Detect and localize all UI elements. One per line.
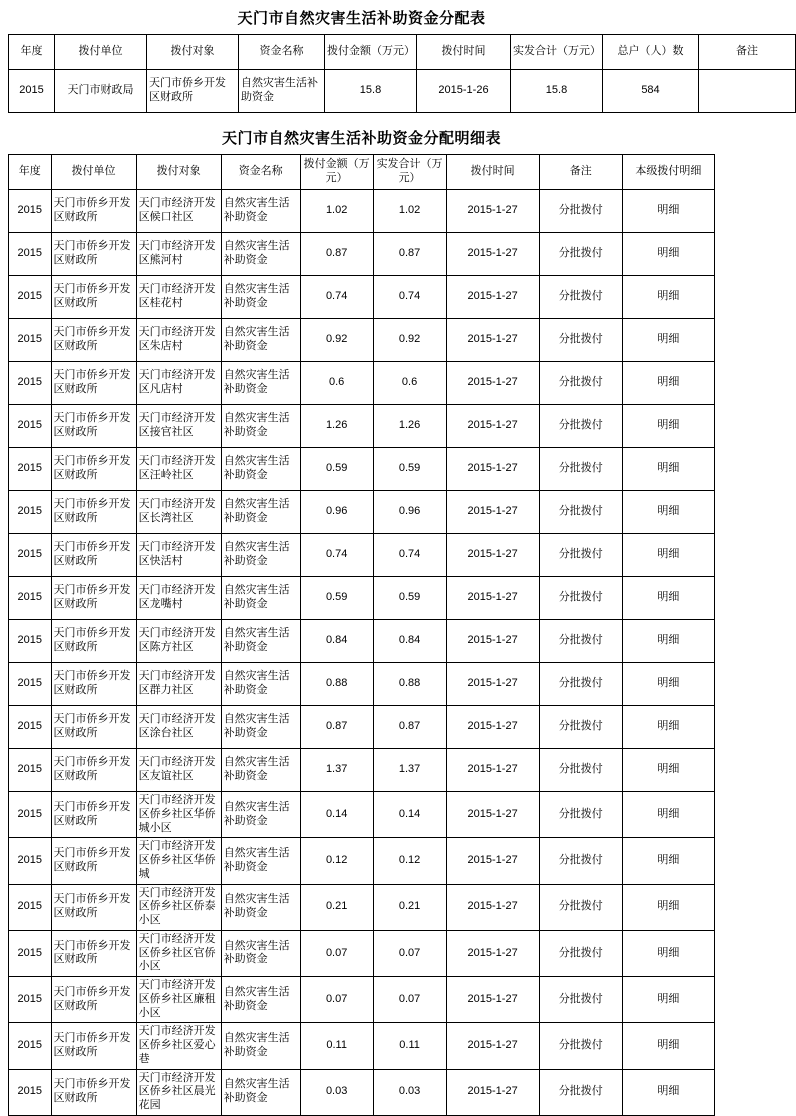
table-row [9, 1023, 715, 1069]
cell-total: 0.6 [373, 362, 446, 405]
cell-note: 分批拨付 [539, 620, 622, 663]
cell-date: 2015-1-27 [446, 276, 539, 319]
cell-amount: 0.03 [300, 1069, 373, 1115]
cell-unit: 天门市侨乡开发区财政所 [51, 190, 136, 233]
cell-total: 0.07 [373, 977, 446, 1023]
cell-year: 2015 [9, 749, 52, 792]
cell-local-detail[interactable]: 明细 [622, 930, 714, 976]
cell-unit: 天门市侨乡开发区财政所 [51, 1023, 136, 1069]
cell-fund: 自然灾害生活补助资金 [221, 620, 300, 663]
cell-amount: 0.07 [300, 930, 373, 976]
cell-unit: 天门市侨乡开发区财政所 [51, 276, 136, 319]
cell-note: 分批拨付 [539, 405, 622, 448]
cell-local-detail[interactable]: 明细 [622, 276, 714, 319]
cell-local-detail[interactable]: 明细 [622, 448, 714, 491]
cell-total: 0.92 [373, 319, 446, 362]
cell-fund: 自然灾害生活补助资金 [221, 448, 300, 491]
cell-year: 2015 [9, 70, 55, 113]
detail-table [8, 154, 715, 1116]
cell-year: 2015 [9, 319, 52, 362]
cell-total: 0.74 [373, 534, 446, 577]
cell-local-detail[interactable]: 明细 [622, 977, 714, 1023]
table-row [9, 362, 715, 405]
cell-target: 天门市经济开发区桂花村 [136, 276, 221, 319]
cell-fund: 自然灾害生活补助资金 [221, 1023, 300, 1069]
cell-date: 2015-1-27 [446, 977, 539, 1023]
cell-year: 2015 [9, 491, 52, 534]
cell-note: 分批拨付 [539, 319, 622, 362]
cell-total: 0.21 [373, 884, 446, 930]
header-fund: 资金名称 [239, 35, 325, 70]
table-row [9, 534, 715, 577]
cell-fund: 自然灾害生活补助资金 [221, 930, 300, 976]
cell-date: 2015-1-27 [446, 884, 539, 930]
cell-fund: 自然灾害生活补助资金 [221, 534, 300, 577]
summary-table-head [9, 35, 796, 70]
table-row [9, 749, 715, 792]
cell-date: 2015-1-27 [446, 319, 539, 362]
cell-local-detail[interactable]: 明细 [622, 577, 714, 620]
cell-amount: 0.07 [300, 977, 373, 1023]
cell-target: 天门市经济开发区快活村 [136, 534, 221, 577]
cell-local-detail[interactable]: 明细 [622, 362, 714, 405]
cell-total: 0.96 [373, 491, 446, 534]
cell-target: 天门市经济开发区侨乡社区侨泰小区 [136, 884, 221, 930]
cell-fund: 自然灾害生活补助资金 [221, 1069, 300, 1115]
table-header-row [9, 35, 796, 70]
cell-note: 分批拨付 [539, 233, 622, 276]
summary-table [8, 34, 796, 113]
cell-target: 天门市经济开发区汪岭社区 [136, 448, 221, 491]
cell-note: 分批拨付 [539, 190, 622, 233]
cell-fund: 自然灾害生活补助资金 [221, 233, 300, 276]
cell-note: 分批拨付 [539, 276, 622, 319]
cell-year: 2015 [9, 577, 52, 620]
cell-note: 分批拨付 [539, 977, 622, 1023]
cell-unit: 天门市侨乡开发区财政所 [51, 977, 136, 1023]
page-title-summary: 天门市自然灾害生活补助资金分配表 [237, 10, 486, 27]
cell-total: 0.87 [373, 706, 446, 749]
cell-note: 分批拨付 [539, 930, 622, 976]
cell-local-detail[interactable]: 明细 [622, 663, 714, 706]
cell-amount: 0.59 [300, 577, 373, 620]
page-title-detail: 天门市自然灾害生活补助资金分配明细表 [221, 130, 501, 147]
cell-year: 2015 [9, 1023, 52, 1069]
cell-unit: 天门市侨乡开发区财政所 [51, 319, 136, 362]
header-total: 实发合计（万元） [373, 155, 446, 190]
cell-year: 2015 [9, 534, 52, 577]
cell-target: 天门市经济开发区侨乡社区华侨城 [136, 838, 221, 884]
cell-fund: 自然灾害生活补助资金 [221, 190, 300, 233]
cell-note: 分批拨付 [539, 534, 622, 577]
cell-target: 天门市经济开发区凡店村 [136, 362, 221, 405]
cell-year: 2015 [9, 792, 52, 838]
summary-table-body [9, 70, 796, 113]
cell-date: 2015-1-27 [446, 1069, 539, 1115]
table-row [9, 930, 715, 976]
cell-date: 2015-1-27 [446, 491, 539, 534]
cell-date: 2015-1-27 [446, 930, 539, 976]
table-row [9, 620, 715, 663]
cell-total: 0.88 [373, 663, 446, 706]
cell-total: 0.14 [373, 792, 446, 838]
table-row [9, 190, 715, 233]
cell-local-detail[interactable]: 明细 [622, 749, 714, 792]
table-row [9, 319, 715, 362]
cell-target: 天门市经济开发区侨乡社区华侨城小区 [136, 792, 221, 838]
cell-target: 天门市经济开发区陈方社区 [136, 620, 221, 663]
cell-local-detail[interactable]: 明细 [622, 706, 714, 749]
cell-fund: 自然灾害生活补助资金 [221, 838, 300, 884]
cell-local-detail[interactable]: 明细 [622, 233, 714, 276]
cell-note: 分批拨付 [539, 838, 622, 884]
cell-date: 2015-1-27 [446, 577, 539, 620]
cell-fund: 自然灾害生活补助资金 [221, 362, 300, 405]
cell-year: 2015 [9, 838, 52, 884]
cell-total: 0.74 [373, 276, 446, 319]
table-row [9, 405, 715, 448]
cell-year: 2015 [9, 706, 52, 749]
cell-local-detail[interactable]: 明细 [622, 534, 714, 577]
header-date: 拨付时间 [417, 35, 511, 70]
cell-total: 0.59 [373, 577, 446, 620]
cell-local-detail[interactable]: 明细 [622, 792, 714, 838]
cell-amount: 1.26 [300, 405, 373, 448]
table-row [9, 233, 715, 276]
table-row [9, 838, 715, 884]
header-note: 备注 [539, 155, 622, 190]
cell-unit: 天门市侨乡开发区财政所 [51, 362, 136, 405]
table-header-row [9, 155, 715, 190]
cell-note: 分批拨付 [539, 884, 622, 930]
cell-note: 分批拨付 [539, 448, 622, 491]
cell-target: 天门市经济开发区熊河村 [136, 233, 221, 276]
cell-amount: 0.12 [300, 838, 373, 884]
cell-fund: 自然灾害生活补助资金 [239, 70, 325, 113]
cell-note: 分批拨付 [539, 1069, 622, 1115]
cell-amount: 1.02 [300, 190, 373, 233]
cell-target: 天门市经济开发区侨乡社区官侨小区 [136, 930, 221, 976]
cell-fund: 自然灾害生活补助资金 [221, 706, 300, 749]
cell-target: 天门市经济开发区朱店村 [136, 319, 221, 362]
cell-year: 2015 [9, 362, 52, 405]
cell-total: 0.84 [373, 620, 446, 663]
cell-unit: 天门市侨乡开发区财政所 [51, 233, 136, 276]
cell-fund: 自然灾害生活补助资金 [221, 319, 300, 362]
cell-target: 天门市经济开发区群力社区 [136, 663, 221, 706]
cell-date: 2015-1-27 [446, 190, 539, 233]
cell-year: 2015 [9, 405, 52, 448]
cell-local-detail[interactable]: 明细 [622, 405, 714, 448]
table-row [9, 792, 715, 838]
cell-note: 分批拨付 [539, 792, 622, 838]
cell-note [699, 70, 796, 113]
cell-unit: 天门市侨乡开发区财政所 [51, 577, 136, 620]
cell-target: 天门市经济开发区涂台社区 [136, 706, 221, 749]
cell-local-detail[interactable]: 明细 [622, 190, 714, 233]
cell-note: 分批拨付 [539, 749, 622, 792]
cell-date: 2015-1-27 [446, 620, 539, 663]
table-row [9, 1069, 715, 1115]
cell-date: 2015-1-27 [446, 448, 539, 491]
cell-amount: 0.87 [300, 706, 373, 749]
cell-year: 2015 [9, 620, 52, 663]
cell-unit: 天门市侨乡开发区财政所 [51, 405, 136, 448]
cell-amount: 0.14 [300, 792, 373, 838]
cell-local-detail[interactable]: 明细 [622, 884, 714, 930]
cell-amount: 0.92 [300, 319, 373, 362]
cell-date: 2015-1-27 [446, 405, 539, 448]
cell-year: 2015 [9, 233, 52, 276]
cell-amount: 0.88 [300, 663, 373, 706]
header-date: 拨付时间 [446, 155, 539, 190]
table-row [9, 977, 715, 1023]
cell-fund: 自然灾害生活补助资金 [221, 577, 300, 620]
cell-year: 2015 [9, 977, 52, 1023]
cell-fund: 自然灾害生活补助资金 [221, 491, 300, 534]
cell-target: 天门市经济开发区接官社区 [136, 405, 221, 448]
cell-fund: 自然灾害生活补助资金 [221, 276, 300, 319]
cell-local-detail[interactable]: 明细 [622, 838, 714, 884]
cell-local-detail[interactable]: 明细 [622, 491, 714, 534]
cell-year: 2015 [9, 930, 52, 976]
cell-target: 天门市经济开发区侨乡社区晨光花园 [136, 1069, 221, 1115]
cell-unit: 天门市侨乡开发区财政所 [51, 534, 136, 577]
cell-unit: 天门市侨乡开发区财政所 [51, 1069, 136, 1115]
header-unit: 拨付单位 [55, 35, 147, 70]
cell-fund: 自然灾害生活补助资金 [221, 405, 300, 448]
cell-year: 2015 [9, 276, 52, 319]
header-unit: 拨付单位 [51, 155, 136, 190]
cell-unit: 天门市侨乡开发区财政所 [51, 749, 136, 792]
cell-amount: 0.21 [300, 884, 373, 930]
cell-fund: 自然灾害生活补助资金 [221, 884, 300, 930]
cell-amount: 0.84 [300, 620, 373, 663]
header-fund: 资金名称 [221, 155, 300, 190]
cell-unit: 天门市侨乡开发区财政所 [51, 930, 136, 976]
cell-total: 0.03 [373, 1069, 446, 1115]
header-amount: 拨付金额（万元） [325, 35, 417, 70]
cell-date: 2015-1-27 [446, 534, 539, 577]
cell-amount: 0.6 [300, 362, 373, 405]
cell-unit: 天门市侨乡开发区财政所 [51, 448, 136, 491]
header-households: 总户（人）数 [603, 35, 699, 70]
cell-local-detail[interactable]: 明细 [622, 1069, 714, 1115]
cell-total: 0.11 [373, 1023, 446, 1069]
cell-unit: 天门市财政局 [55, 70, 147, 113]
cell-unit: 天门市侨乡开发区财政所 [51, 838, 136, 884]
cell-amount: 1.37 [300, 749, 373, 792]
cell-local-detail[interactable]: 明细 [622, 319, 714, 362]
table-row [9, 491, 715, 534]
cell-unit: 天门市侨乡开发区财政所 [51, 792, 136, 838]
cell-local-detail[interactable]: 明细 [622, 1023, 714, 1069]
cell-total: 0.87 [373, 233, 446, 276]
header-amount: 拨付金额（万元） [300, 155, 373, 190]
cell-note: 分批拨付 [539, 663, 622, 706]
cell-total: 0.12 [373, 838, 446, 884]
cell-year: 2015 [9, 884, 52, 930]
cell-note: 分批拨付 [539, 1023, 622, 1069]
cell-date: 2015-1-27 [446, 706, 539, 749]
cell-total: 1.26 [373, 405, 446, 448]
cell-total: 1.02 [373, 190, 446, 233]
header-year: 年度 [9, 155, 52, 190]
table-row [9, 70, 796, 113]
header-year: 年度 [9, 35, 55, 70]
cell-note: 分批拨付 [539, 706, 622, 749]
cell-unit: 天门市侨乡开发区财政所 [51, 491, 136, 534]
cell-total: 1.37 [373, 749, 446, 792]
header-target: 拨付对象 [136, 155, 221, 190]
cell-unit: 天门市侨乡开发区财政所 [51, 620, 136, 663]
cell-date: 2015-1-27 [446, 749, 539, 792]
cell-total: 15.8 [511, 70, 603, 113]
cell-target: 天门市经济开发区龙嘴村 [136, 577, 221, 620]
header-local-detail: 本级拨付明细 [622, 155, 714, 190]
table-row [9, 884, 715, 930]
cell-unit: 天门市侨乡开发区财政所 [51, 663, 136, 706]
header-total: 实发合计（万元） [511, 35, 603, 70]
cell-fund: 自然灾害生活补助资金 [221, 977, 300, 1023]
cell-date: 2015-1-27 [446, 362, 539, 405]
cell-date: 2015-1-27 [446, 233, 539, 276]
cell-date: 2015-1-27 [446, 838, 539, 884]
cell-target: 天门市侨乡开发区财政所 [147, 70, 239, 113]
header-note: 备注 [699, 35, 796, 70]
cell-amount: 0.11 [300, 1023, 373, 1069]
cell-amount: 15.8 [325, 70, 417, 113]
cell-fund: 自然灾害生活补助资金 [221, 792, 300, 838]
cell-amount: 0.87 [300, 233, 373, 276]
table-row [9, 448, 715, 491]
cell-total: 0.07 [373, 930, 446, 976]
cell-amount: 0.59 [300, 448, 373, 491]
table-row [9, 577, 715, 620]
cell-date: 2015-1-27 [446, 792, 539, 838]
cell-date: 2015-1-26 [417, 70, 511, 113]
table-row [9, 663, 715, 706]
cell-target: 天门市经济开发区侨乡社区爱心巷 [136, 1023, 221, 1069]
cell-households: 584 [603, 70, 699, 113]
cell-local-detail[interactable]: 明细 [622, 620, 714, 663]
cell-target: 天门市经济开发区侨乡社区廉租小区 [136, 977, 221, 1023]
cell-target: 天门市经济开发区长湾社区 [136, 491, 221, 534]
detail-table-body [9, 190, 715, 1116]
cell-fund: 自然灾害生活补助资金 [221, 663, 300, 706]
cell-fund: 自然灾害生活补助资金 [221, 749, 300, 792]
table-row [9, 706, 715, 749]
cell-year: 2015 [9, 448, 52, 491]
cell-note: 分批拨付 [539, 577, 622, 620]
cell-year: 2015 [9, 663, 52, 706]
cell-unit: 天门市侨乡开发区财政所 [51, 884, 136, 930]
cell-year: 2015 [9, 190, 52, 233]
cell-target: 天门市经济开发区友谊社区 [136, 749, 221, 792]
cell-date: 2015-1-27 [446, 1023, 539, 1069]
detail-table-head [9, 155, 715, 190]
cell-date: 2015-1-27 [446, 663, 539, 706]
cell-note: 分批拨付 [539, 362, 622, 405]
cell-note: 分批拨付 [539, 491, 622, 534]
cell-amount: 0.74 [300, 534, 373, 577]
header-target: 拨付对象 [147, 35, 239, 70]
cell-total: 0.59 [373, 448, 446, 491]
cell-unit: 天门市侨乡开发区财政所 [51, 706, 136, 749]
cell-target: 天门市经济开发区候口社区 [136, 190, 221, 233]
cell-amount: 0.74 [300, 276, 373, 319]
cell-year: 2015 [9, 1069, 52, 1115]
cell-amount: 0.96 [300, 491, 373, 534]
table-row [9, 276, 715, 319]
